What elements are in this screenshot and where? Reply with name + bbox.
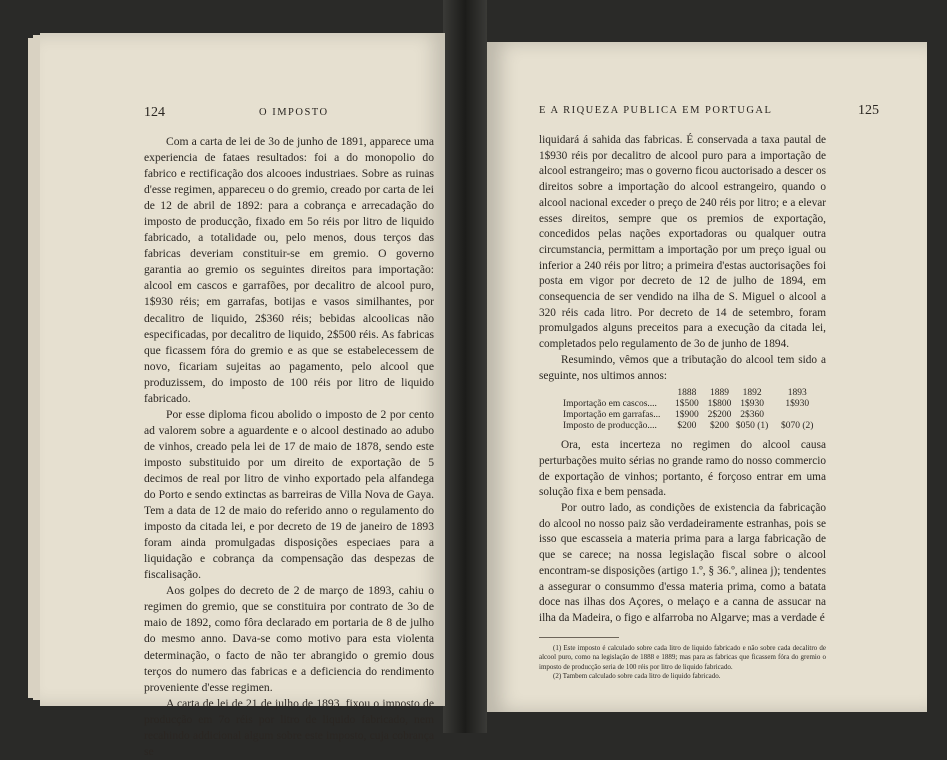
tax-table-years bbox=[563, 388, 826, 399]
footnote: (2) Tambem calculado sobre cada litro de liquido fabricado. bbox=[553, 672, 721, 681]
paragraph: Ora, esta incerteza no regimen do alcool causa perturbações muito sérias no grande ramo do nosso commercio de exportação de vinhos; portanto, é forçoso entrar em uma solução fixa e bem pensada. bbox=[539, 439, 826, 499]
cell: 1$500 bbox=[674, 399, 699, 410]
cell: 1$930 bbox=[740, 399, 764, 410]
book-spine bbox=[443, 0, 487, 733]
cell bbox=[768, 410, 826, 421]
footnote: (1) Este imposto é calculado sobre cada litro de liquido fabricado e não sobre cada decalitro de alcool puro, como na legislação de 1888 e 1889; mas para as fabricas que ficassem fóra do gremio o imposto de producção seria de 100 réis por litro de liquido fabricado. bbox=[539, 643, 826, 671]
left-page-number: 124 bbox=[144, 105, 165, 120]
paragraph: A carta de lei de 21 de julho de 1893, fixou o imposto de producção em 7o réis por litro de liquido fabricado, nem recahindo addicional algum sobre este imposto, cuja cobrança se bbox=[144, 696, 434, 758]
paragraph: liquidará á sahida das fabricas. É conservada a taxa pautal de 1$930 réis por decalitro de alcool puro para a importação de alcool estrangeiro; mas o governo ficou auctorisado a descer os direitos sobre a importação do alcool estrangeiro, quando o alcool nacional exceder o preço de 240 réis por litro; e a elevar esses direitos, sempre que os premios de exportação, concedidos pelas nações exportadoras ou qualquer outra circumstancia, permittam a importação por um preço igual ou inferior a 240 réis por litro; a primeira d'estas auctorisações foi posta em vigor por decreto de 12 de julho de 1894, em consequencia de ser vendido na ilha de S. Miguel o alcool a 320 réis cada litro. Por decreto de 14 de setembro, foram promulgados alguns preceitos para a execução da citada lei, completados pelo regulamento de 3o de junho de 1894. bbox=[539, 134, 826, 351]
left-page-header bbox=[144, 105, 434, 121]
year-header: 1889 bbox=[709, 388, 729, 399]
cell: 2$360 bbox=[740, 410, 764, 421]
paragraph: Resumindo, vêmos que a tributação do alcool tem sido a seguinte, nos ultimos annos: bbox=[539, 353, 826, 382]
cell: 2$200 bbox=[707, 410, 732, 421]
right-page-body bbox=[539, 133, 826, 682]
left-page-running-title: O IMPOSTO bbox=[259, 107, 329, 118]
tax-table bbox=[563, 388, 826, 432]
footnote-rule bbox=[539, 637, 619, 638]
paragraph: Com a carta de lei de 3o de junho de 1891, apparece uma experiencia de fataes resultados: foi a do monopolio do fabrico e rectificação dos alcooes industriaes. Sobre as ruinas d'esse regimen, appareceu o do gremio, creado por carta de lei de 12 de abril de 1892: para a cobrança e arrecadação do imposto de producção, fixado em 5o réis por litro de liquido fabricado, a totalidade ou, pelo menos, dous terços das fabricas deveriam constituir-se em gremio. O governo garantia ao gremio os seguintes direitos para importação: alcool em cascos e garrafões, por decalitro de alcool puro, 1$930 réis; em garrafas, botijas e vasos similhantes, por decalitro de liquido, 2$360 réis; bebidas alcoolicas não especificadas, por decalitro de liquido, 2$500 réis. As fabricas que ficassem fóra do gremio e as que se estabelecessem de novo, ficariam sujeitas ao pagamento, pelo alcool que produzissem, do imposto de 100 réis por litro de liquido fabricado. bbox=[144, 135, 434, 405]
right-page-number: 125 bbox=[858, 103, 879, 118]
year-header: 1893 bbox=[787, 388, 807, 399]
paragraph: Por outro lado, as condições de existencia da fabricação do alcool no nosso paiz são verdadeiramente estranhas, pois se isso que escasseia a materia prima para a larga fabricação de que se carece; na nossa legislação fiscal sobre o alcool encontram-se disposições (artigo 1.º, § 36.º, alinea j); tendentes a assegurar o consummo d'essa materia prima, como a batata doce nas ilhas dos Açores, o melaço e a canna de assucar na ilha da Madeira, o figo e alfarroba no Algarve; mas a verdade é bbox=[539, 502, 826, 624]
left-page-body bbox=[144, 134, 434, 760]
table-row bbox=[563, 410, 826, 421]
right-page-running-title: E A RIQUEZA PUBLICA EM PORTUGAL bbox=[539, 105, 773, 116]
row-label: Imposto de producção.... bbox=[563, 421, 657, 432]
cell: $200 bbox=[709, 421, 729, 432]
row-label: Importação em garrafas... bbox=[563, 410, 661, 421]
year-header: 1892 bbox=[742, 388, 762, 399]
paragraph: Por esse diploma ficou abolido o imposto de 2 por cento ad valorem sobre a aguardente e o alcool destinado ao adubo de vinhos, creado pela lei de 17 de maio de 1878, sendo este imposto substituido por um direito de exportação de 5 decimos de real por litro de vinho exportado pela alfandega do Porto e sendo extinctas as barreiras de Villa Nova de Gaya. Tem a data de 12 de maio do referido anno o regulamento do imposto da citada lei, e por decreto de 19 de janeiro de 1893 foram ainda promulgadas disposições especiaes para a liquidação e cobrança da compensação das despezas de fiscalisação. bbox=[144, 407, 434, 582]
table-row bbox=[563, 421, 826, 432]
paragraph: Aos golpes do decreto de 2 de março de 1893, cahiu o regimen do gremio, que se constituira por contrato de 3o de maio de 1892, como fôra declarado em portaria de 8 de julho do mesmo anno. Dava-se como motivo para esta violenta determinação, o facto de não ter abrangido o gremio dous terços do numero das fabricas e a deficiencia do rendimento proveniente d'esse regimen. bbox=[144, 584, 434, 694]
cell: $070 (2) bbox=[780, 421, 814, 432]
table-row bbox=[563, 399, 826, 410]
cell: 1$900 bbox=[674, 410, 699, 421]
cell: $050 (1) bbox=[735, 421, 769, 432]
footnotes bbox=[539, 644, 826, 682]
row-label: Importação em cascos.... bbox=[563, 399, 657, 410]
right-page-header bbox=[539, 105, 879, 116]
cell: $200 bbox=[677, 421, 697, 432]
cell: 1$930 bbox=[785, 399, 810, 410]
cell: 1$800 bbox=[707, 399, 732, 410]
year-header: 1888 bbox=[677, 388, 697, 399]
